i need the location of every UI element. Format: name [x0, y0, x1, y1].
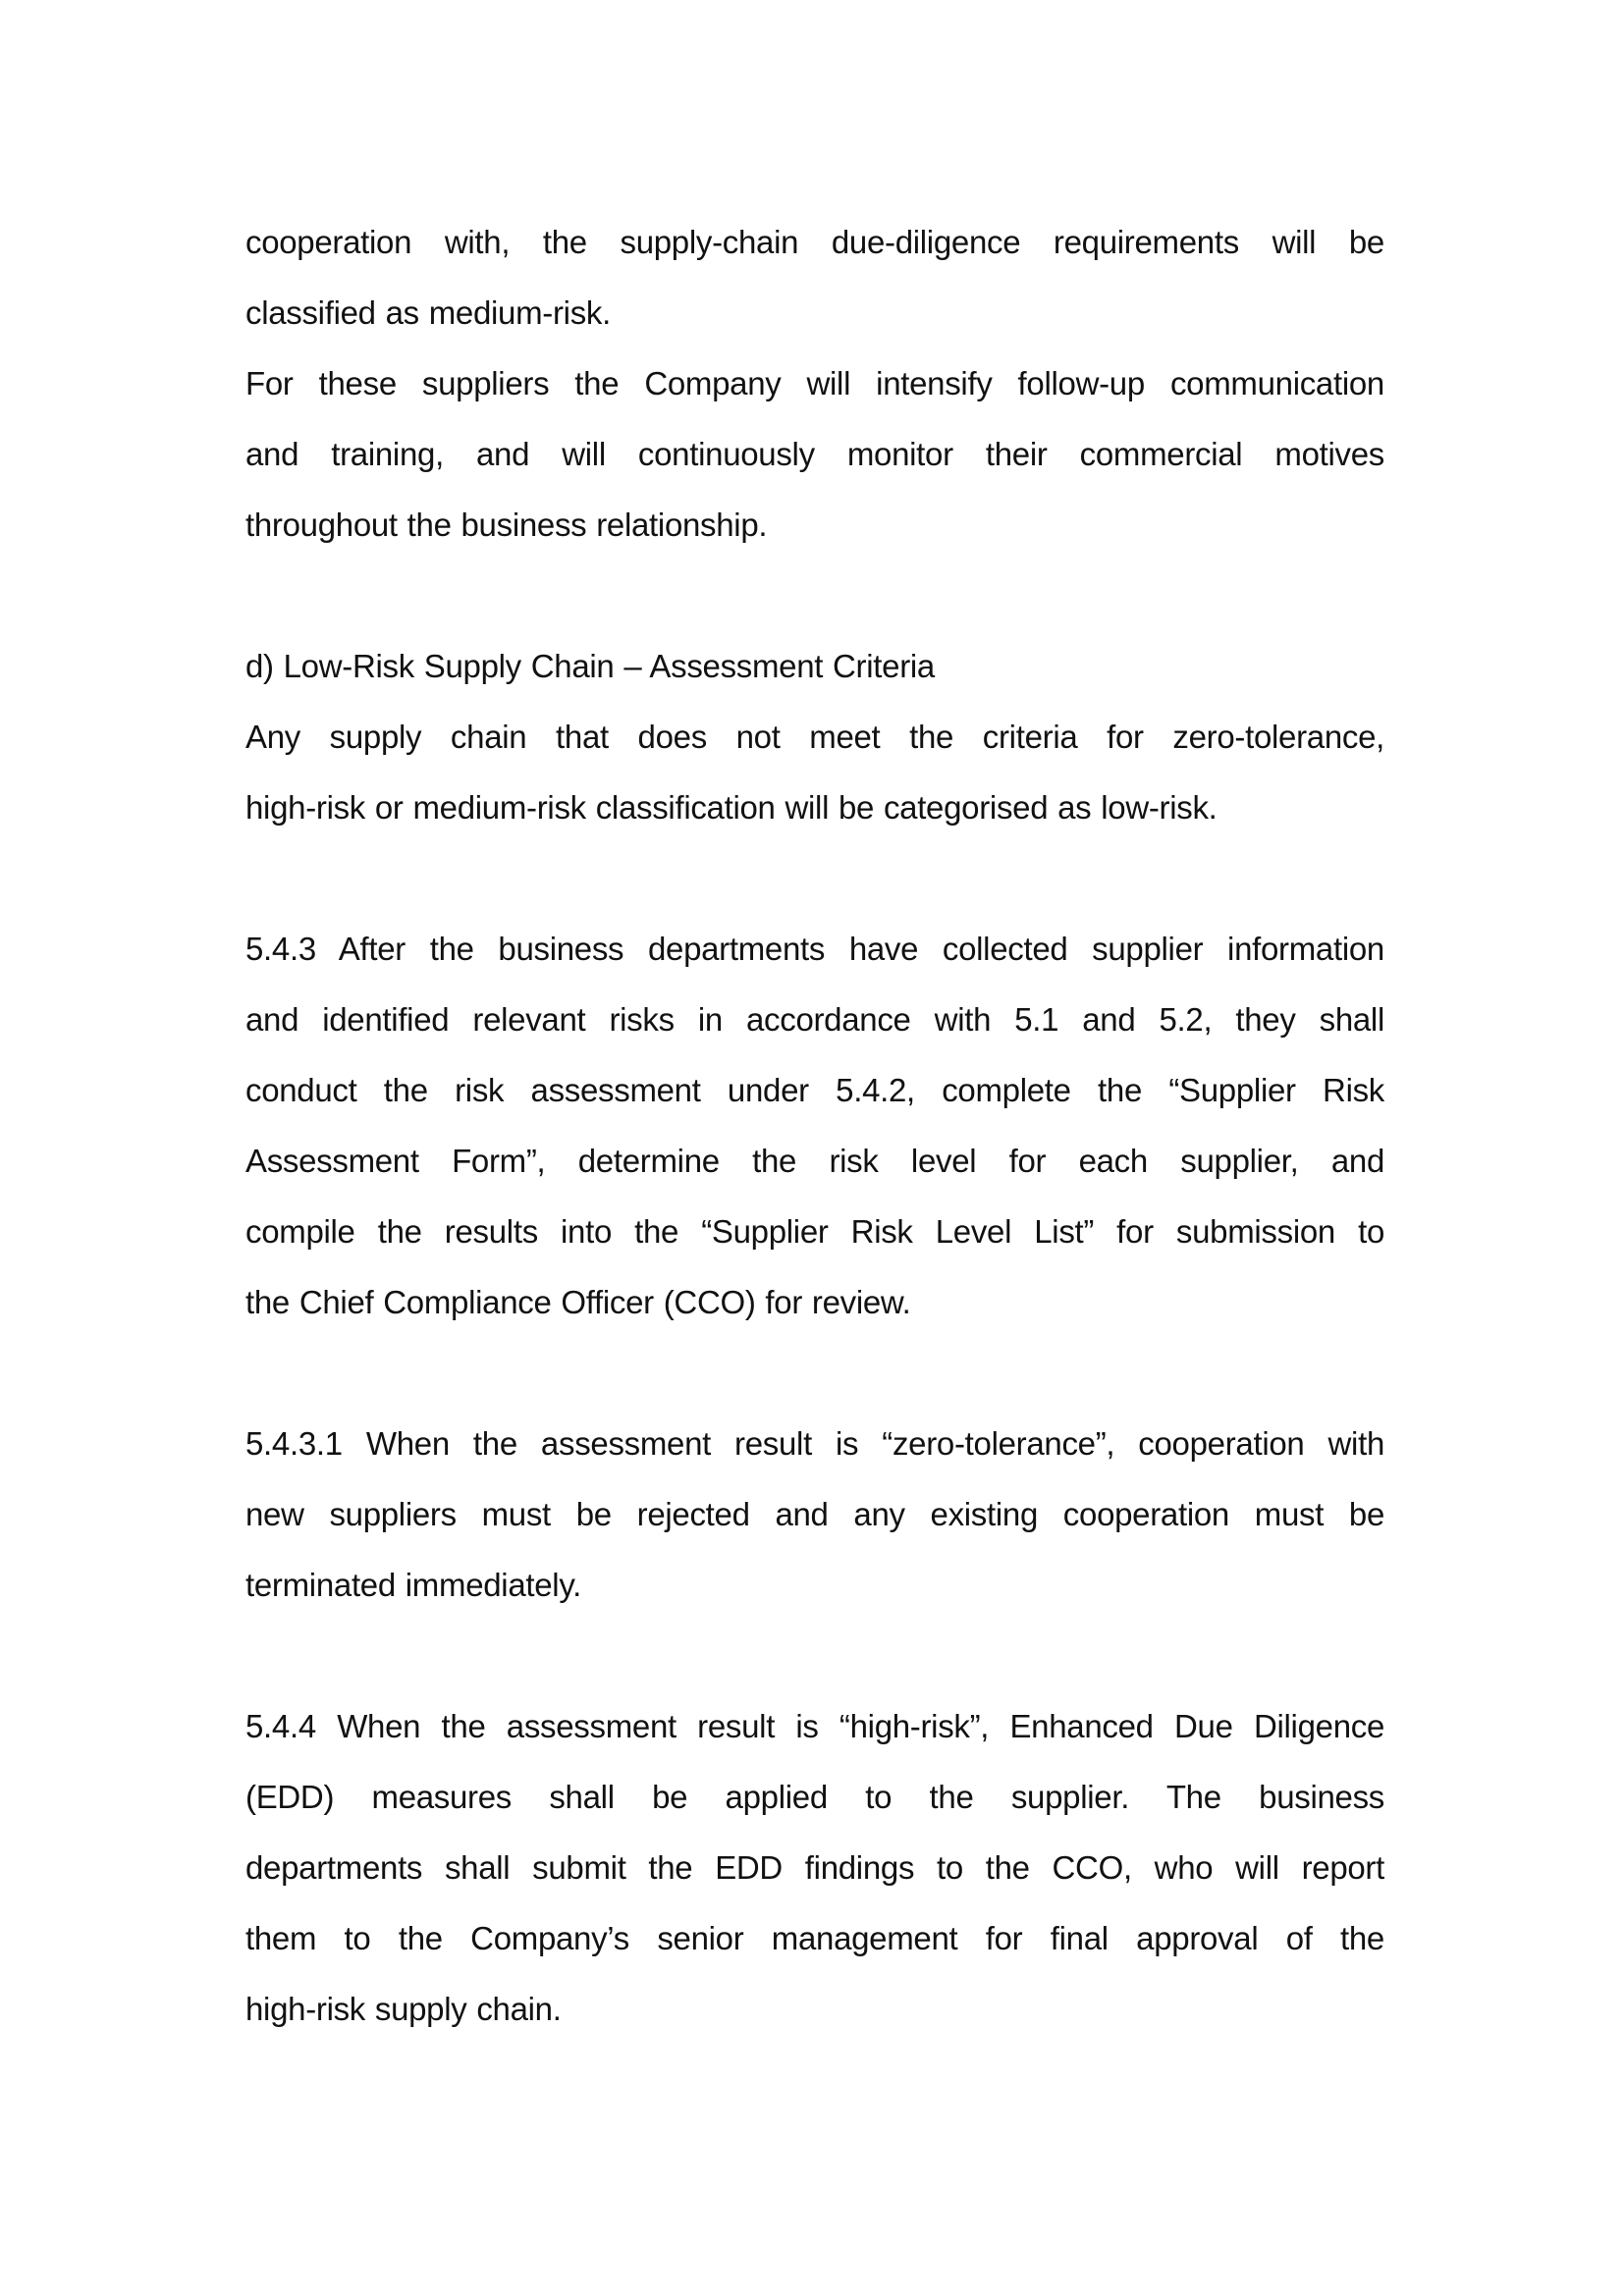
text-line: terminated immediately.: [245, 1567, 581, 1603]
text-line: the Chief Compliance Officer (CCO) for review.: [245, 1284, 911, 1320]
text-line: (EDD) measures shall be applied to the supplier. The business: [245, 1779, 1384, 1815]
text-line: 5.4.3.1 When the assessment result is “zero-tolerance”, cooperation with: [245, 1425, 1384, 1462]
text-line: For these suppliers the Company will intensify follow-up communication: [245, 365, 1384, 401]
text-line: Assessment Form”, determine the risk level for each supplier, and: [245, 1143, 1384, 1179]
paragraph: [245, 348, 1384, 561]
text-line: and training, and will continuously monitor their commercial motives: [245, 436, 1384, 472]
document-body: [245, 207, 1384, 2045]
paragraph: [245, 1691, 1384, 2045]
paragraph: [245, 631, 1384, 702]
text-line: and identified relevant risks in accordance with 5.1 and 5.2, they shall: [245, 1001, 1384, 1038]
paragraph: [245, 702, 1384, 843]
text-line: conduct the risk assessment under 5.4.2, complete the “Supplier Risk: [245, 1072, 1384, 1108]
text-line: cooperation with, the supply-chain due-diligence requirements will be: [245, 224, 1384, 260]
text-line: throughout the business relationship.: [245, 507, 768, 543]
text-line: 5.4.3 After the business departments have collected supplier information: [245, 931, 1384, 967]
paragraph: [245, 1409, 1384, 1621]
text-line: new suppliers must be rejected and any existing cooperation must be: [245, 1496, 1384, 1532]
text-line: compile the results into the “Supplier Risk Level List” for submission to: [245, 1213, 1384, 1250]
text-line: high-risk or medium-risk classification will be categorised as low-risk.: [245, 789, 1218, 826]
text-line: d) Low-Risk Supply Chain – Assessment Criteria: [245, 648, 935, 684]
paragraph: [245, 914, 1384, 1338]
text-line: classified as medium-risk.: [245, 294, 611, 331]
text-line: Any supply chain that does not meet the criteria for zero-tolerance,: [245, 719, 1384, 755]
text-line: departments shall submit the EDD findings to the CCO, who will report: [245, 1849, 1384, 1886]
text-line: them to the Company’s senior management for final approval of the: [245, 1920, 1384, 1956]
text-line: 5.4.4 When the assessment result is “high-risk”, Enhanced Due Diligence: [245, 1708, 1384, 1744]
text-line: high-risk supply chain.: [245, 1991, 562, 2027]
paragraph: [245, 207, 1384, 348]
